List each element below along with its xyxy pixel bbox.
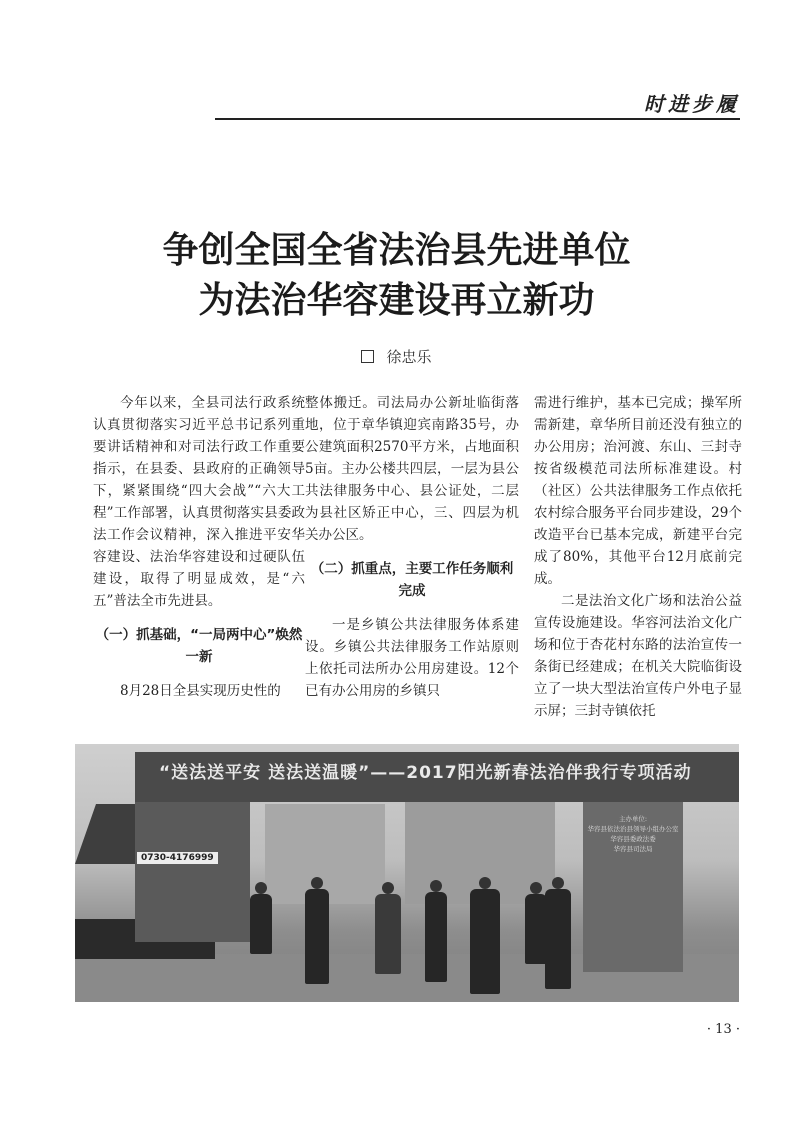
phone-sign: 0730-4176999 [137,852,218,864]
person [375,894,401,974]
page-number: · 13 · [706,1022,740,1037]
arch-pillar-left [135,802,250,942]
person [470,889,500,994]
paragraph: 8月28日全县实现历史性的 [120,683,281,699]
person [305,889,329,984]
person [425,892,447,982]
person [250,894,272,954]
text-column-1 [93,392,305,702]
header-rule [215,118,740,120]
paragraph: 整体搬迁。司法局办公新址临街落地，位于章华镇迎宾南路35号，办公建筑面积2570平方米，占地面积5亩。主办公楼共四层，一层为县公共法律服务中心、县公证处，二层为县社区矫正中心，三、四层为机关办公区。 [305,395,519,543]
subhead-2: （二）抓重点，主要工作任务顺利完成 [310,561,514,599]
section-title: 时进步履 [644,92,740,116]
author-name: 徐忠乐 [386,348,432,366]
headline-line-1: 争创全国全省法治县先进单位 [162,230,631,271]
paragraph: 一是乡镇公共法律服务体系建设。乡镇公共法律服务工作站原则上依托司法所办公用房建设。12个已有办公用房的乡镇只 [305,617,519,699]
panel-title: 主办单位: [618,815,648,823]
text-column-3 [534,392,742,722]
paragraph: 今年以来，全县司法行政系统认真贯彻落实习近平总书记系列重要讲话精神和对司法行政工作重要指示，在县委、县政府的正确领导下，紧紧围绕“四大会战”“六大工程”工作部署，认真贯彻落实县委政法工作会议精神，深入推进平安华容建设、法治华容建设和过硬队伍建设，取得了明显成效，是“六五”普法全市先进县。 [93,395,305,609]
event-photo [75,744,739,1002]
text-column-2 [305,392,519,702]
paragraph: 需进行维护，基本已完成；操军所需新建，章华所目前还没有独立的办公用房；治河渡、东山、三封寺按省级模范司法所标准建设。村（社区）公共法律服务工作点依托农村综合服务平台同步建设，29个改造平台已基本完成，新建平台完成了80%，其他平台12月底前完成。 [534,395,742,587]
arch-banner-text: “送法送平安 送法送温暖”——2017阳光新春法治伴我行专项活动 [159,763,692,783]
subhead-1: （一）抓基础，“一局两中心”焕然一新 [95,627,303,665]
person [545,889,571,989]
panel-line: 华容县委政法委 [610,835,656,843]
headline-line-2: 为法治华容建设再立新功 [198,280,595,321]
organizer-panel [587,814,679,914]
byline-box-icon [361,350,374,363]
person [525,894,547,964]
byline [0,346,793,367]
panel-line: 华容县依法治县领导小组办公室 [587,825,679,833]
paragraph: 二是法治文化广场和法治公益宣传设施建设。华容河法治文化广场和位于杏花村东路的法治宣传一条街已经建成；在机关大院临街设立了一块大型法治宣传户外电子显示屏；三封寺镇依托 [534,593,742,719]
panel-line: 华容县司法局 [613,845,653,853]
